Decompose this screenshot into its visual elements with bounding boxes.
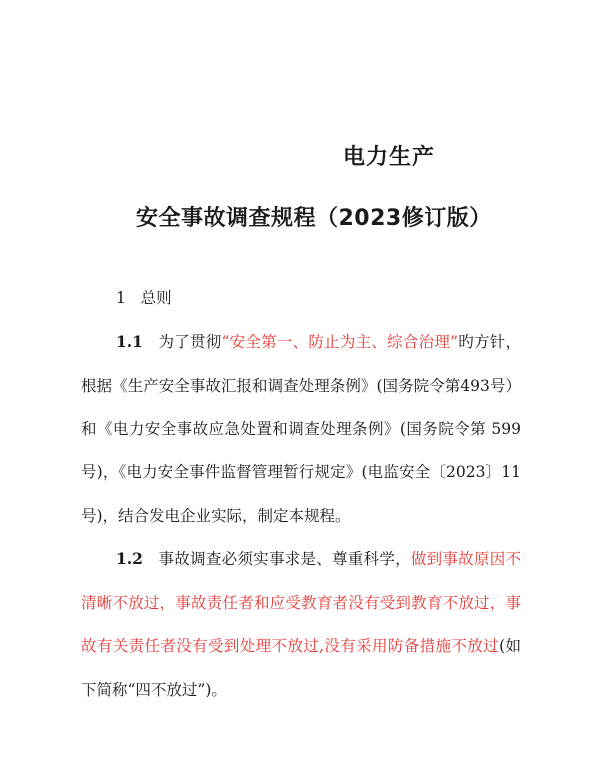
para-1-1-line3: 和《电力安全事故应急处置和调查处理条例》(国务院令第 599	[81, 420, 521, 438]
para-1-1-line5: 号)，结合发电企业实际，制定本规程。	[81, 507, 351, 525]
para-1-1-text-b: 旳方针，	[458, 333, 521, 351]
para-1-2-text-b: (如	[499, 637, 521, 655]
four-nots-highlight-2: 清晰不放过，事故责任者和应受教育者没有受到教育不放过，事	[81, 594, 521, 612]
four-nots-highlight-3: 故有关责任者没有受到处理不放过,没有采用防备措施不放过	[81, 637, 500, 655]
clause-number-1-2: 1.2	[116, 549, 143, 568]
clause-number-1-1: 1.1	[116, 332, 143, 351]
para-1-1-line2: 根据《生产安全事故汇报和调查处理条例》(国务院令第493号）	[81, 377, 521, 395]
document-title-line1: 电力生产	[343, 145, 436, 170]
para-1-1-text-a: 为了贯彻	[158, 333, 222, 351]
four-nots-highlight-1: 做到事故原因不	[410, 550, 521, 568]
para-1-2-line4: 下简称“四不放过”)。	[81, 681, 227, 699]
para-1-1-line1	[116, 332, 521, 352]
para-1-2-line1	[116, 549, 521, 569]
para-1-1-line4: 号)，《电力安全事件监督管理暂行规定》(电监安全〔2023〕11	[81, 463, 521, 481]
section-number: 1	[116, 289, 126, 307]
section-label: 总则	[140, 289, 172, 307]
para-1-2-text-a: 事故调查必须实事求是、尊重科学，	[158, 550, 411, 568]
safety-policy-highlight: “安全第一、防止为主、综合治理”	[221, 333, 458, 351]
para-1-2-line3	[81, 636, 521, 656]
section-heading	[116, 288, 316, 308]
document-title-line2: 安全事故调查规程（2023修订版）	[136, 206, 492, 231]
